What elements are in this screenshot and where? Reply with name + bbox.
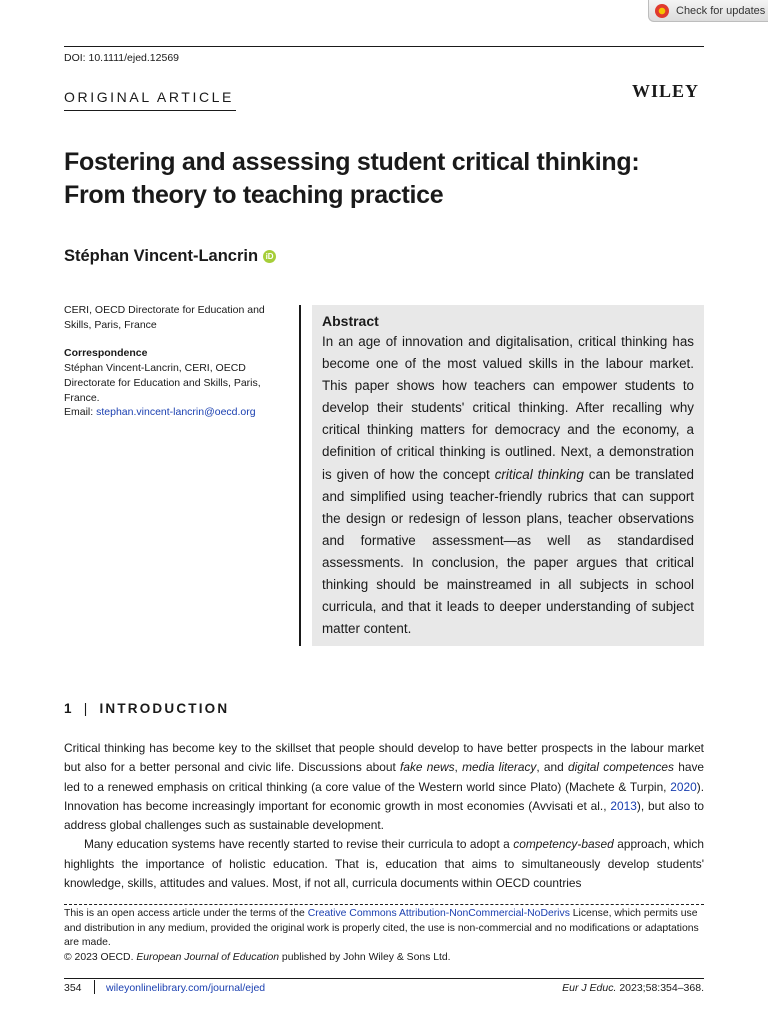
license-text [64, 907, 704, 951]
text-run: have led to a renewed emphasis on critical thinking (a core value of the Western world since Plato) (Machete & Turpin, [64, 760, 704, 794]
article-type-underline [64, 110, 236, 111]
text-run: This is an open access article under the terms of the [64, 908, 308, 919]
top-rule [64, 46, 704, 47]
text-run: published by John Wiley & Sons Ltd. [279, 952, 451, 964]
correspondence-line: France. [64, 391, 100, 404]
page-number: 354 [64, 982, 82, 994]
citation [562, 982, 704, 994]
correspondence-heading: Correspondence [64, 347, 148, 360]
crossmark-icon [655, 4, 669, 18]
check-for-updates-label: Check for updates [676, 4, 766, 17]
citation-details: 2023;58:354–368. [616, 982, 704, 994]
footer-separator [94, 980, 95, 994]
text-run: Many education systems have recently started to revise their curricula to adopt a [84, 837, 514, 852]
doi: DOI: 10.1111/ejed.12569 [64, 52, 180, 64]
section-separator: | [83, 701, 90, 716]
title-line-1: Fostering and assessing student critical thinking: [64, 148, 640, 176]
journal-name: European Journal of Education [136, 952, 280, 964]
citation-link[interactable]: 2020 [670, 779, 697, 794]
term: media literacy [462, 760, 537, 775]
paragraph [64, 739, 704, 835]
affiliation-line: CERI, OECD Directorate for Education and [64, 304, 265, 316]
abstract-text [322, 331, 694, 640]
abstract-box [312, 305, 704, 646]
publisher-logo: WILEY [632, 81, 700, 101]
footer-rule [64, 978, 704, 979]
term: digital competences [567, 760, 674, 775]
section-title: INTRODUCTION [99, 701, 230, 716]
text-run: , [454, 760, 463, 775]
affiliation-line: Skills, Paris, France [64, 318, 157, 331]
citation-link[interactable]: 2013 [610, 798, 637, 813]
affiliation-block [64, 303, 289, 434]
abstract-divider [299, 305, 301, 646]
text-run: approach, which highlights the importance of holistic education. That is, education that aims to simultaneously develop students' knowledge, skills, attitudes and values. Most, if not all, curricula documents within OECD countries [64, 837, 704, 891]
orcid-icon[interactable]: iD [263, 250, 276, 263]
abstract-heading: Abstract [322, 313, 379, 329]
check-for-updates-badge[interactable] [648, 0, 768, 22]
citation-journal: Eur J Educ. [562, 982, 617, 994]
license-link[interactable]: Creative Commons Attribution-NonCommercial-NoDerivs [307, 908, 570, 919]
correspondence-line: Stéphan Vincent-Lancrin, CERI, OECD [64, 362, 246, 375]
text-run: , and [536, 760, 568, 775]
email-label: Email: [64, 406, 94, 419]
abstract-text-part: In an age of innovation and digitalisation, critical thinking has become one of the most valued skills in the labour market. This paper shows how teachers can empower students to develop their students' critical thinking. After recalling why critical thinking matters for democracy and the economy, a definition of critical thinking is outlined. Next, a demonstration is given of how the concept [322, 334, 694, 482]
title-line-2: From theory to teaching practice [64, 181, 444, 209]
license-footnote [64, 907, 704, 966]
term: fake news [400, 760, 455, 775]
email-link[interactable]: stephan.vincent-lancrin@oecd.org [96, 406, 256, 419]
text-run: Critical thinking has become key to the skillset that people should develop to have better prospects in the labour market but also for a better personal and civic life. Discussions about [64, 741, 704, 775]
paragraph [64, 835, 704, 893]
footnote-rule [64, 904, 704, 905]
article-type: ORIGINAL ARTICLE [64, 89, 234, 105]
section-heading [64, 701, 229, 716]
text-run: License, which permits use and distribution in any medium, provided the original work is properly cited, the use is non-commercial and no modifications or adaptations are made. [64, 908, 699, 949]
abstract-text-part: can be translated and simplified using teacher-friendly rubrics that can support the design or redesign of lesson plans, teacher observations and formative assessment—as well as standardised assessments. In conclusion, the paper argues that critical thinking should be mainstreamed in all subjects in school curricula, and that it leads to deeper understanding of subject matter content. [322, 466, 695, 637]
journal-url-link[interactable]: wileyonlinelibrary.com/journal/ejed [106, 982, 266, 994]
affiliation [64, 303, 289, 332]
author [64, 247, 276, 266]
author-name: Stéphan Vincent-Lancrin [64, 247, 259, 265]
correspondence-line: Directorate for Education and Skills, Paris, [64, 376, 261, 389]
text-run: ). Innovation has become increasingly important for economic growth in most economies (Avvisati et al., [64, 779, 704, 813]
text-run: © 2023 OECD. [64, 952, 137, 964]
paper-title [64, 146, 714, 212]
text-run: ), but also to address global challenges such as sustainable development. [64, 798, 705, 833]
term: competency-based [513, 837, 614, 852]
body-text [64, 739, 704, 893]
copyright [64, 951, 704, 966]
correspondence [64, 346, 289, 420]
section-number: 1 [64, 701, 74, 716]
abstract-term: critical thinking [494, 466, 584, 482]
